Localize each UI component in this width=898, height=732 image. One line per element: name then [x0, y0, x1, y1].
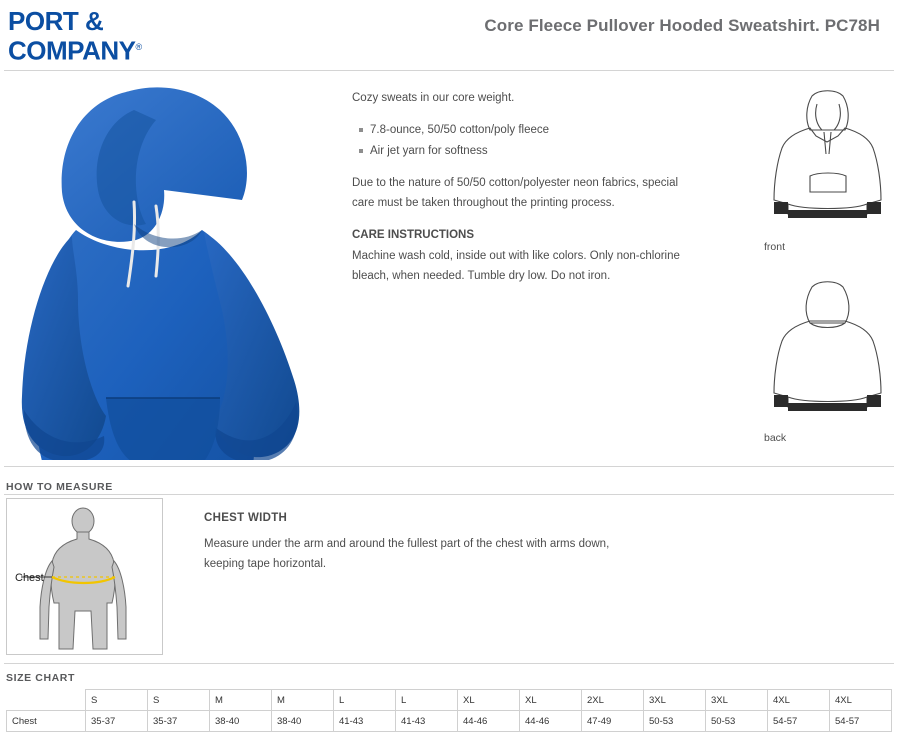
size-column-header: 4XL — [768, 690, 830, 711]
chest-width-text: Measure under the arm and around the fullest part of the chest with arms down, keeping tape horizontal. — [204, 538, 610, 570]
chest-width-description — [204, 508, 624, 574]
size-chart-cell: 44-46 — [520, 711, 582, 732]
chest-width-heading: CHEST WIDTH — [204, 512, 288, 524]
size-chart-cell: 38-40 — [272, 711, 334, 732]
hoodie-back-outline-icon — [760, 275, 895, 425]
size-column-header: 3XL — [644, 690, 706, 711]
brand-logo-line-2 — [8, 34, 308, 64]
size-column-header: S — [148, 690, 210, 711]
product-note: Due to the nature of 50/50 cotton/polyester neon fabrics, special care must be taken throughout the printing process. — [352, 177, 679, 209]
size-column-header: 3XL — [706, 690, 768, 711]
brand-logo-company: COMPANY — [8, 35, 136, 66]
size-column-header: M — [210, 690, 272, 711]
brand-logo — [8, 8, 308, 64]
product-photo — [6, 80, 326, 460]
size-chart-cell: 54-57 — [830, 711, 892, 732]
header-divider — [4, 70, 894, 71]
product-intro: Cozy sweats in our core weight. — [352, 92, 515, 104]
line-art-back-view — [760, 275, 895, 444]
size-chart-cell: 50-53 — [706, 711, 768, 732]
size-chart-cell: 35-37 — [148, 711, 210, 732]
size-chart-corner-cell — [7, 690, 86, 711]
brand-logo-ampersand: & — [84, 6, 104, 36]
size-column-header: S — [86, 690, 148, 711]
product-description — [352, 88, 682, 298]
registered-trademark-icon: ® — [135, 42, 142, 52]
size-chart-cell: 38-40 — [210, 711, 272, 732]
chest-measure-diagram-icon — [7, 499, 160, 652]
size-column-header: XL — [458, 690, 520, 711]
size-column-header: XL — [520, 690, 582, 711]
care-instructions-text: Machine wash cold, inside out with like colors. Only non-chlorine bleach, when needed. Tumble dry low. Do not iron. — [352, 250, 680, 282]
care-instructions-heading: CARE INSTRUCTIONS — [352, 229, 475, 241]
table-row — [7, 711, 892, 732]
line-art-front-view — [760, 84, 895, 253]
size-column-header: 2XL — [582, 690, 644, 711]
size-chart-cell: 44-46 — [458, 711, 520, 732]
size-chart-cell: 54-57 — [768, 711, 830, 732]
line-art-back-caption: back — [764, 432, 787, 444]
hoodie-photo-illustration — [6, 80, 326, 460]
size-chart-cell: 35-37 — [86, 711, 148, 732]
how-to-measure-divider-lower — [4, 494, 894, 495]
brand-logo-port: PORT — [8, 6, 79, 36]
size-column-header: M — [272, 690, 334, 711]
size-chart-row-label: Chest — [7, 711, 86, 732]
size-chart-cell: 47-49 — [582, 711, 644, 732]
size-chart-title: SIZE CHART — [6, 672, 75, 684]
brand-logo-line-1 — [8, 8, 308, 34]
list-item: Air jet yarn for softness — [370, 141, 682, 161]
page-header — [0, 0, 898, 66]
size-column-header: 4XL — [830, 690, 892, 711]
size-column-header: L — [334, 690, 396, 711]
table-header-row — [7, 690, 892, 711]
hoodie-front-outline-icon — [760, 84, 895, 234]
chest-label-text: Chest — [15, 572, 44, 584]
size-chart-table — [6, 689, 892, 732]
size-chart-cell: 41-43 — [396, 711, 458, 732]
how-to-measure-title: HOW TO MEASURE — [6, 481, 113, 493]
size-column-header: L — [396, 690, 458, 711]
measure-diagram-box — [6, 498, 163, 655]
product-feature-list — [352, 120, 682, 161]
size-chart-cell: 41-43 — [334, 711, 396, 732]
size-chart-cell: 50-53 — [644, 711, 706, 732]
size-chart-divider — [4, 663, 894, 664]
line-art-front-caption: front — [764, 241, 786, 253]
list-item: 7.8-ounce, 50/50 cotton/poly fleece — [370, 120, 682, 140]
how-to-measure-divider — [4, 466, 894, 467]
page-title: Core Fleece Pullover Hooded Sweatshirt. PC78H — [484, 16, 880, 35]
